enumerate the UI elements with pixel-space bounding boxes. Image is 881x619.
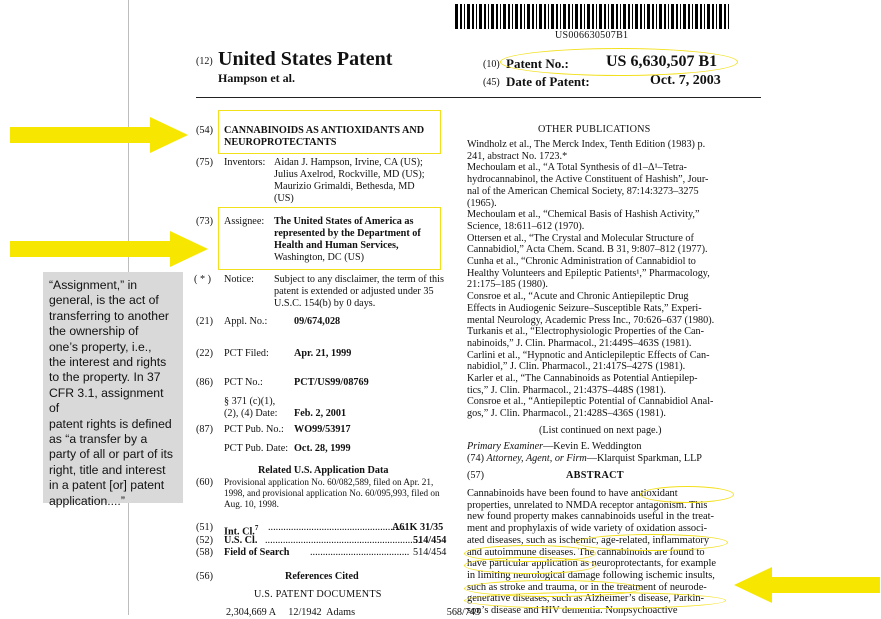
patent-no-code: (10) [483, 59, 500, 70]
assignee-label: Assignee: [224, 216, 265, 227]
publication-line: 241, abstract No. 1723.* [467, 150, 568, 162]
barcode-bar [544, 4, 546, 29]
publication-line: 21:175–185 (1980). [467, 279, 548, 291]
intcl-sup: 7 [254, 524, 259, 532]
inflammatory-oval [576, 534, 728, 551]
barcode [455, 4, 733, 29]
barcode-bar [707, 4, 710, 29]
notice-line3: U.S.C. 154(b) by 0 days. [274, 298, 376, 309]
barcode-bar [604, 4, 606, 29]
note-line: the ownership of [49, 324, 139, 339]
abstract-line: such as stroke and trauma, or in the treatment of neurode- [467, 581, 707, 593]
appl-code: (21) [196, 316, 213, 327]
barcode-bar [647, 4, 650, 29]
pct-pub-date-value: Oct. 28, 1999 [294, 443, 351, 454]
uscl-code: (52) [196, 535, 213, 546]
attorney-name: —Klarquist Sparkman, LLP [586, 453, 702, 464]
barcode-bar [664, 4, 666, 29]
barcode-bar [692, 4, 693, 29]
barcode-bar [472, 4, 474, 29]
barcode-bar [496, 4, 498, 29]
pct-filed-label: PCT Filed: [224, 348, 269, 359]
refs-code: (56) [196, 571, 213, 582]
publication-line: Effects in Audiogenic Seizure–Susceptible Rats,” Experi- [467, 302, 702, 314]
note-line: transferring to another [49, 308, 169, 323]
barcode-bar [628, 4, 630, 29]
patent-no-label: Patent No.: [506, 56, 569, 71]
barcode-bar [587, 4, 590, 29]
field-label: Field of Search [224, 547, 290, 558]
barcode-bar [476, 4, 477, 29]
field-dots: ....................................... [310, 547, 410, 558]
inventors-line3: Maurizio Grimaldi, Bethesda, MD [274, 181, 415, 192]
assignee-code: (73) [196, 216, 213, 227]
barcode-number: US006630507B1 [555, 30, 629, 41]
usdoc-row: 2,304,669 A 12/1942 Adams 568/743 [226, 607, 481, 618]
prov-line2: 1998, and provisional application No. 60/095,993, filed on [224, 488, 440, 498]
barcode-bar [532, 4, 534, 29]
note-line: “Assignment,” in [49, 278, 138, 292]
antioxidant-oval [640, 486, 734, 503]
publication-line: Mechoulam et al., “A Total Synthesis of d1–Δ¹–Tetra- [467, 162, 687, 174]
note-line: the interest and rights [49, 355, 167, 370]
examiner-name: —Kevin E. Weddington [543, 441, 642, 452]
assignment-note [43, 272, 183, 508]
field-code: (58) [196, 547, 213, 558]
date-value: Oct. 7, 2003 [650, 73, 721, 88]
abstract-line: ated diseases, such as ischemic, age-related, inflammatory [467, 534, 710, 546]
assignee-line3: Health and Human Services, [274, 240, 399, 251]
barcode-bar [719, 4, 722, 29]
abstract-line: properties, unrelated to NMDA receptor antagonism. This [467, 499, 708, 511]
barcode-bar [683, 4, 686, 29]
pct-no-label: PCT No.: [224, 377, 263, 388]
intcl-label-text: Int. Cl. [224, 526, 255, 538]
pct-pub-date-label: PCT Pub. Date: [224, 443, 289, 454]
publication-line: nal of the American Chemical Society, 87:14:3273–3275 [467, 185, 699, 197]
inventors-line2: Julius Axelrod, Rockville, MD (US); [274, 169, 425, 180]
pct-pub-code: (87) [196, 424, 213, 435]
barcode-bar [455, 4, 458, 29]
abstract-line: new found property makes cannabinoids useful in the treat- [467, 511, 714, 523]
appl-label: Appl. No.: [224, 316, 268, 327]
barcode-bar [728, 4, 729, 29]
refs-heading: References Cited [285, 571, 359, 582]
publication-line: Science, 18:611–612 (1970). [467, 220, 585, 232]
related-heading: Related U.S. Application Data [258, 465, 389, 476]
note-line: CFR 3.1, assignment of [49, 385, 164, 416]
pct-pub-value: WO99/53917 [294, 424, 351, 435]
intcl-code: (51) [196, 522, 213, 533]
publication-line: gos,” J. Clin. Pharmacol., 21:428S–436S (1981). [467, 408, 666, 420]
barcode-bar [659, 4, 662, 29]
barcode-bar [616, 4, 618, 29]
barcode-bar [479, 4, 482, 29]
appl-value: 09/674,028 [294, 316, 341, 327]
note-line: as “a transfer by a [49, 432, 148, 447]
attorney-label: Attorney, Agent, or Firm [486, 453, 587, 464]
barcode-bar [560, 4, 561, 29]
publication-line: tics,” J. Clin. Pharmacol., 21:437S–448S (1981). [467, 384, 666, 396]
note-line: patent rights is defined [49, 416, 172, 431]
barcode-bar [460, 4, 462, 29]
abstract-line: in limiting neurological damage following ischemic insults, [467, 569, 715, 581]
barcode-bar [644, 4, 645, 29]
notice-line1: Subject to any disclaimer, the term of this [274, 274, 444, 285]
note-line: in a patent [or] patent [49, 478, 165, 493]
list-continued: (List continued on next page.) [539, 425, 662, 436]
s371-value: Feb. 2, 2001 [294, 408, 347, 419]
barcode-bar [724, 4, 726, 29]
intcl-dots: ...................................................... [268, 522, 406, 533]
inventors-line1: Aidan J. Hampson, Irvine, CA (US); [274, 157, 423, 168]
arrow-title [10, 115, 190, 155]
s371-line1: § 371 (c)(1), [224, 396, 276, 407]
publication-line: Carlini et al., “Hypnotic and Anticlepileptic Effects of Can- [467, 349, 710, 361]
header-rule [196, 97, 761, 98]
header-code: (12) [196, 56, 213, 67]
publication-line: mental Neurology, Academic Press Inc., 70:626–637 (1980). [467, 314, 715, 326]
notice-label: Notice: [224, 274, 254, 285]
publication-line: Windholz et al., The Merck Index, Tenth Edition (1983) p. [467, 139, 706, 150]
pct-no-value: PCT/US99/08769 [294, 377, 369, 388]
inventors-label: Inventors: [224, 157, 266, 168]
abstract-code: (57) [467, 470, 484, 481]
assignee-highlight-box [218, 207, 441, 270]
examiner-line [467, 441, 641, 453]
examiner-label: Primary Examiner [467, 441, 544, 452]
abstract-heading: ABSTRACT [566, 470, 624, 481]
inventors-line4: (US) [274, 193, 294, 204]
publication-line: Consroe et al., “Acute and Chronic Antiepileptic Drug [467, 291, 689, 303]
attorney-code: (74) [467, 453, 484, 464]
publication-line: nabinoids,” J. Clin. Pharmacol., 21:449S–463S (1981). [467, 337, 692, 349]
barcode-bar [608, 4, 609, 29]
barcode-bar [500, 4, 501, 29]
barcode-bar [716, 4, 717, 29]
inventor-short: Hampson et al. [218, 71, 296, 85]
barcode-bar [596, 4, 597, 29]
barcode-bar [551, 4, 554, 29]
barcode-bar [671, 4, 674, 29]
barcode-bar [575, 4, 578, 29]
barcode-bar [632, 4, 633, 29]
invention-title-line1: CANNABINOIDS AS ANTIOXIDANTS AND [224, 125, 425, 136]
barcode-bar [515, 4, 518, 29]
publication-line: (1965). [467, 197, 497, 209]
barcode-bar [488, 4, 489, 29]
pct-pub-label: PCT Pub. No.: [224, 424, 284, 435]
barcode-bar [676, 4, 678, 29]
prov-line3: Aug. 10, 1998. [224, 499, 279, 509]
barcode-bar [584, 4, 585, 29]
barcode-bar [580, 4, 582, 29]
barcode-bar [539, 4, 542, 29]
prov-code: (60) [196, 477, 213, 488]
uscl-label: U.S. Cl. [224, 535, 258, 546]
abstract-line: generative diseases, such as Alzheimer’s disease, Parkin- [467, 593, 704, 605]
barcode-bar [548, 4, 549, 29]
barcode-bar [680, 4, 681, 29]
abstract-line: and autoimmune diseases. The cannabinoids are found to [467, 546, 705, 558]
note-line: to the property. In 37 [49, 370, 161, 385]
arrow-abstract [734, 565, 880, 605]
date-label: Date of Patent: [506, 74, 590, 89]
note-line: right, title and interest [49, 462, 166, 477]
barcode-bar [592, 4, 594, 29]
notice-code: ( * ) [194, 274, 211, 285]
barcode-bar [568, 4, 570, 29]
abstract-line: ment and prophylaxis of wide variety of oxidation associ- [467, 523, 708, 535]
patent-no-highlight-oval [500, 48, 738, 76]
barcode-bar [700, 4, 702, 29]
pct-no-code: (86) [196, 377, 213, 388]
barcode-bar [652, 4, 654, 29]
barcode-bar [484, 4, 486, 29]
barcode-bar [556, 4, 558, 29]
barcode-bar [520, 4, 522, 29]
uscl-value: 514/454 [413, 535, 447, 546]
arrow-assignee [10, 229, 210, 269]
publication-line: Cunha et al., “Chronic Administration of Cannabidiol to [467, 256, 696, 267]
barcode-bar [640, 4, 642, 29]
publication-line: nabidiol,” J. Clin. Pharmacol., 21:417S–427S (1981). [467, 361, 686, 373]
barcode-bar [623, 4, 626, 29]
abstract-line: have particular application as neuroprotectants, for example [467, 558, 716, 570]
assignee-line1: The United States of America as [274, 216, 414, 227]
publication-line: Ottersen et al., “The Crystal and Molecular Structure of [467, 232, 694, 244]
barcode-bar [695, 4, 698, 29]
pct-filed-code: (22) [196, 348, 213, 359]
alzheimers-oval [464, 592, 726, 609]
barcode-bar [536, 4, 537, 29]
field-value: 514/454 [413, 547, 447, 558]
attorney-line [467, 453, 702, 465]
assignee-line2: represented by the Department of [274, 228, 421, 239]
barcode-bar [491, 4, 494, 29]
neuroprotectants-oval [464, 557, 596, 574]
barcode-bar [512, 4, 513, 29]
barcode-bar [656, 4, 657, 29]
s371-line2: (2), (4) Date: [224, 408, 278, 419]
barcode-bar [668, 4, 669, 29]
patent-no-value: US 6,630,507 B1 [606, 53, 718, 70]
publication-line: Cannabidiol,” Acta Chem. Scand. B 31, 9:807–812 (1977). [467, 244, 708, 256]
barcode-bar [599, 4, 602, 29]
publication-line: Consroe et al., “Antiepileptic Potential of Cannabidiol Anal- [467, 396, 714, 408]
publication-line: hydrocannabinol, the Active Constituent of Hashish”, Jour- [467, 174, 709, 186]
pct-filed-value: Apr. 21, 1999 [294, 348, 352, 359]
barcode-bar [508, 4, 510, 29]
notice-line2: patent is extended or adjusted under 35 [274, 286, 434, 297]
assignee-line4: Washington, DC (US) [274, 252, 365, 263]
uscl-dots: ............................................................. [265, 535, 421, 546]
barcode-bar [503, 4, 506, 29]
barcode-bar [688, 4, 690, 29]
title-code: (54) [196, 125, 213, 136]
title-highlight-box [218, 110, 441, 154]
publication-line: Mechoulam et al., “Chemical Basis of Hashish Activity,” [467, 209, 700, 221]
barcode-bar [572, 4, 573, 29]
prov-line1: Provisional application No. 60/082,589, filed on Apr. 21, [224, 477, 434, 487]
invention-title-line2: NEUROPROTECTANTS [224, 137, 337, 148]
barcode-bar [464, 4, 465, 29]
barcode-bar [563, 4, 566, 29]
other-pubs-heading: OTHER PUBLICATIONS [538, 124, 651, 135]
abstract-line: son’s disease and HIV dementia. Nonpsychoactive [467, 605, 678, 616]
barcode-bar [467, 4, 470, 29]
note-line: one’s property, i.e., [49, 339, 152, 354]
note-line: party of all or part of its [49, 447, 173, 462]
publication-line: Karler et al., “The Cannabinoids as Potential Antiepilep- [467, 373, 698, 384]
barcode-bar [524, 4, 525, 29]
inventors-code: (75) [196, 157, 213, 168]
note-line: application....” [49, 493, 125, 508]
barcode-bar [527, 4, 530, 29]
publication-line: Healthy Volunteers and Epileptic Patients¹,” Pharmacology, [467, 267, 710, 279]
patent-title-heading: United States Patent [218, 48, 393, 70]
intcl-value: A61K 31/35 [392, 522, 444, 533]
barcode-bar [635, 4, 638, 29]
date-code: (45) [483, 77, 500, 88]
barcode-bar [704, 4, 705, 29]
barcode-bar [620, 4, 621, 29]
usdocs-heading: U.S. PATENT DOCUMENTS [254, 589, 382, 600]
publication-line: Turkanis et al., “Electrophysiologic Properties of the Can- [467, 326, 704, 338]
abstract-line: Cannabinoids have been found to have antioxidant [467, 488, 678, 499]
barcode-bar [712, 4, 714, 29]
barcode-bar [611, 4, 614, 29]
note-line: general, is the act of [49, 293, 159, 308]
